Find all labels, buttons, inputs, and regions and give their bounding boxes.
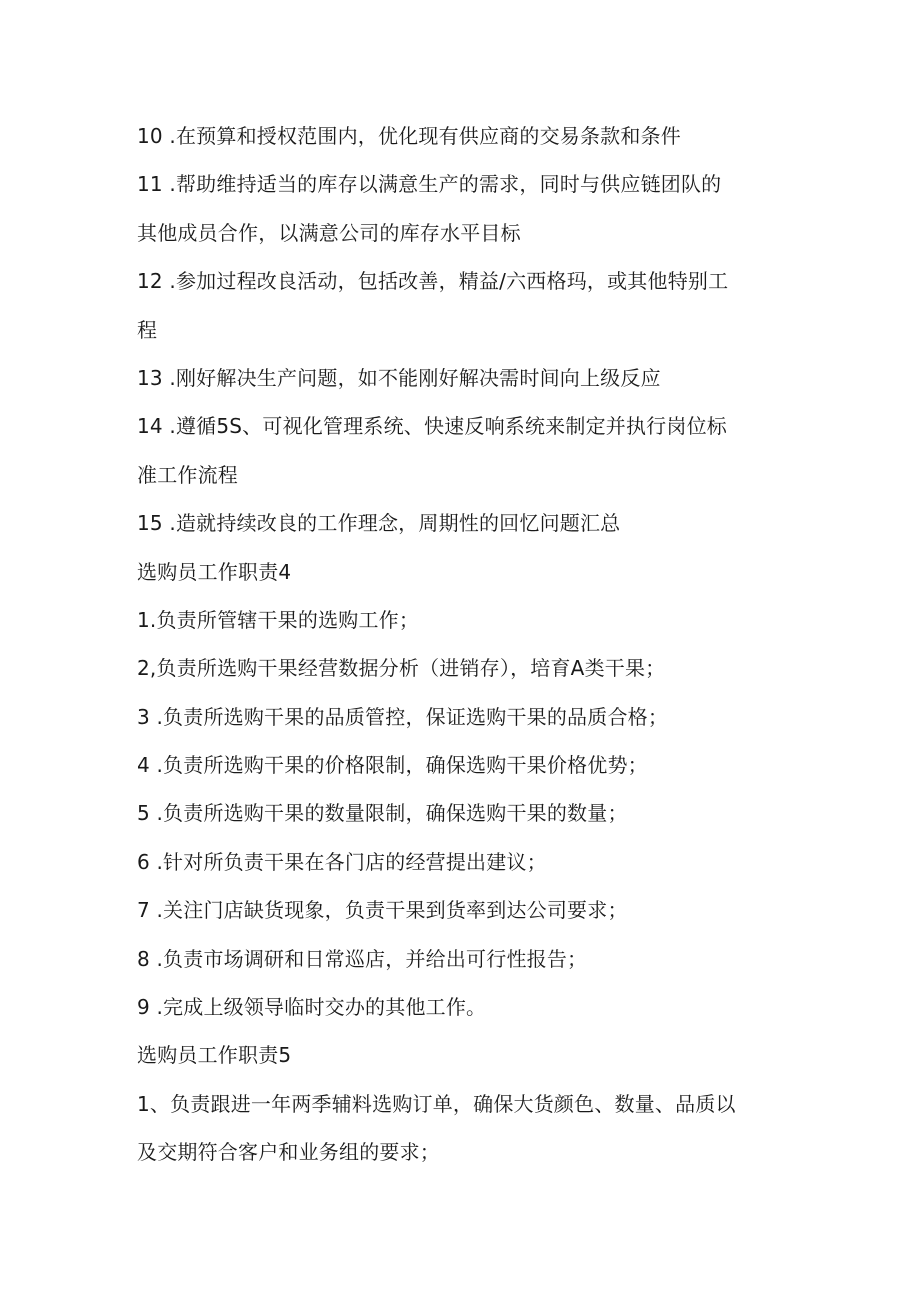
text-line-13: 3 .负责所选购干果的品质管控，保证选购干果的品质合格；	[137, 704, 669, 729]
text-line-16: 6 .针对所负责干果在各门店的经营提出建议；	[137, 849, 547, 874]
text-line-6: 13 .刚好解决生产问题，如不能刚好解决需时间向上级反应	[137, 365, 661, 390]
text-line-17: 7 .关注门店缺货现象，负责干果到货率到达公司要求；	[137, 898, 628, 923]
text-line-3: 其他成员合作，以满意公司的库存水平目标	[137, 220, 521, 245]
text-line-2: 11 .帮助维持适当的库存以满意生产的需求，同时与供应链团队的	[137, 172, 722, 197]
text-line-5: 程	[137, 317, 158, 342]
text-line-22: 及交期符合客户和业务组的要求；	[137, 1140, 440, 1165]
text-line-4: 12 .参加过程改良活动，包括改善，精益/六西格玛，或其他特别工	[137, 269, 729, 294]
text-line-7: 14 .遵循5S、可视化管理系统、快速反响系统来制定并执行岗位标	[137, 414, 727, 439]
text-line-1: 10 .在预算和授权范围内，优化现有供应商的交易条款和条件	[137, 124, 681, 148]
text-line-18: 8 .负责市场调研和日常巡店，并给出可行性报告；	[137, 946, 588, 971]
text-line-19: 9 .完成上级领导临时交办的其他工作。	[137, 995, 487, 1020]
section-heading-5: 选购员工作职责5	[137, 1043, 292, 1068]
text-line-14: 4 .负责所选购干果的价格限制，确保选购干果价格优势；	[137, 753, 648, 778]
text-line-8: 准工作流程	[137, 462, 238, 487]
text-line-15: 5 .负责所选购干果的数量限制，确保选购干果的数量；	[137, 801, 628, 826]
text-line-12: 2,负责所选购干果经营数据分析（进销存），培育A类干果；	[137, 656, 666, 681]
text-line-9: 15 .造就持续改良的工作理念，周期性的回忆问题汇总	[137, 511, 621, 536]
text-line-11: 1.负责所管辖干果的选购工作；	[137, 607, 420, 632]
section-heading-4: 选购员工作职责4	[137, 559, 292, 584]
text-line-21: 1、负责跟进一年两季辅料选购订单，确保大货颜色、数量、品质以	[137, 1091, 736, 1116]
document-body	[137, 112, 797, 1177]
